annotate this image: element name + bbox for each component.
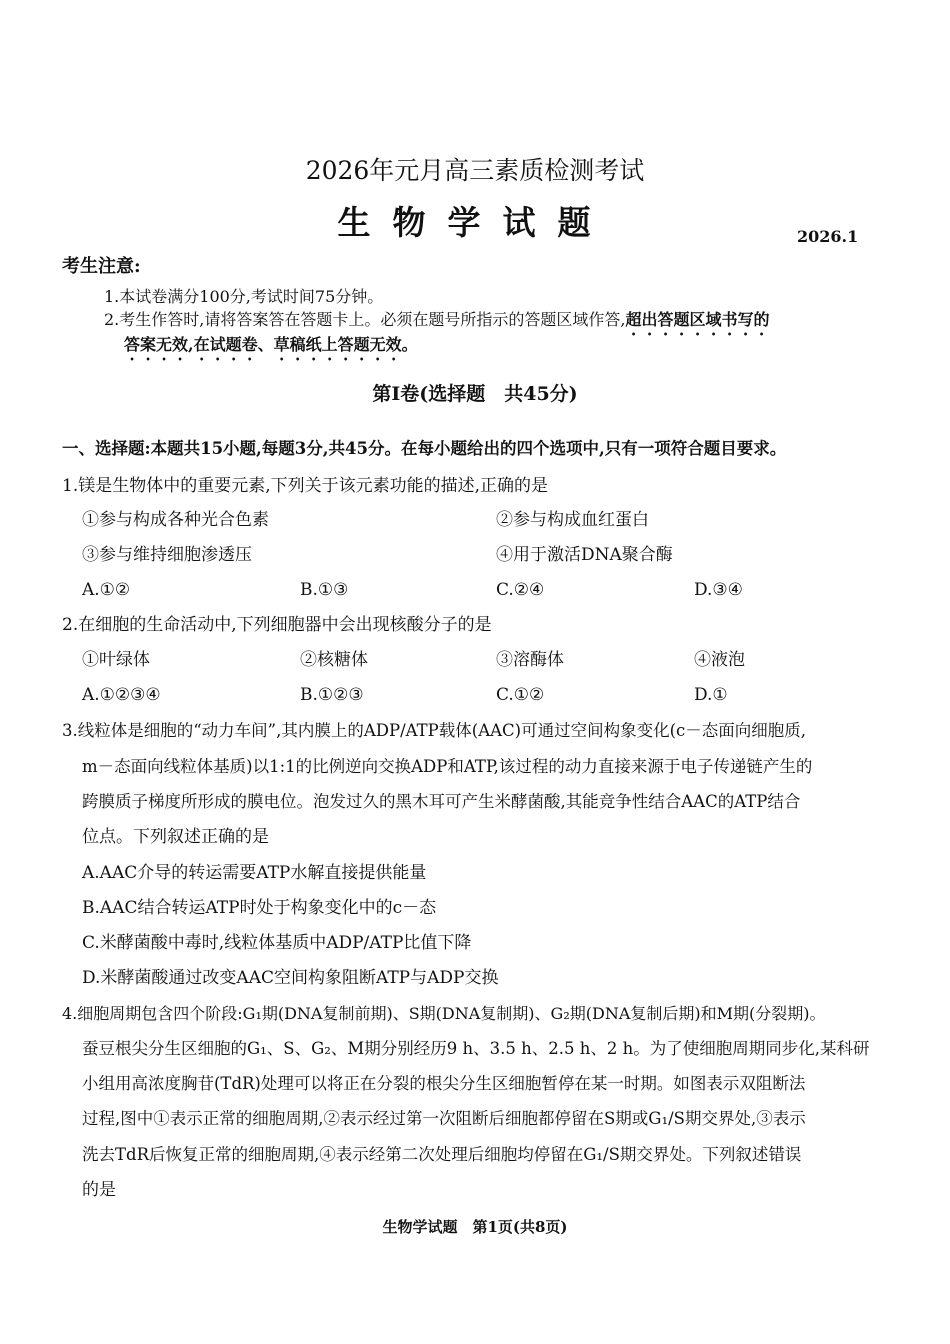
question-4-stem: 4.细胞周期包含四个阶段:G₁期(DNA复制前期)、S期(DNA复制期)、G₂期(DNA复制后期)和M期(分裂期)。 bbox=[62, 1004, 826, 1023]
subject-title: 生物学试题 bbox=[337, 203, 613, 242]
page-footer: 生物学试题 第1页(共8页) bbox=[382, 1218, 568, 1236]
q2-option-a: A.①②③④ bbox=[82, 685, 161, 705]
q1-option-a: A.①② bbox=[82, 580, 131, 600]
q2-option-b: B.①②③ bbox=[300, 685, 364, 705]
q2-option-d: D.① bbox=[694, 685, 728, 705]
notice-item-2-cont bbox=[124, 334, 418, 364]
question-4-stem: 的是 bbox=[82, 1180, 116, 1200]
q3-option-c: C.米酵菌酸中毒时,线粒体基质中ADP/ATP比值下降 bbox=[82, 933, 472, 953]
question-3-stem: 位点。下列叙述正确的是 bbox=[82, 827, 269, 847]
q2-item: ①叶绿体 bbox=[82, 650, 150, 670]
q2-item: ②核糖体 bbox=[300, 650, 368, 670]
q1-item: ④用于激活DNA聚合酶 bbox=[496, 545, 673, 565]
question-2-stem: 2.在细胞的生命活动中,下列细胞器中会出现核酸分子的是 bbox=[62, 615, 492, 635]
q1-item: ③参与维持细胞渗透压 bbox=[82, 545, 252, 565]
q3-option-b: B.AAC结合转运ATP时处于构象变化中的c－态 bbox=[82, 898, 437, 918]
question-3-stem: 跨膜质子梯度所形成的膜电位。泡发过久的黑木耳可产生米酵菌酸,其能竞争性结合AAC的ATP结合 bbox=[82, 792, 801, 811]
q1-option-c: C.②④ bbox=[496, 580, 545, 600]
q2-item: ④液泡 bbox=[694, 650, 745, 670]
section-instruction: 一、选择题:本题共15小题,每题3分,共45分。在每小题给出的四个选项中,只有一项符合题目要求。 bbox=[62, 439, 787, 458]
notice-heading: 考生注意: bbox=[62, 256, 141, 277]
question-1-stem: 1.镁是生物体中的重要元素,下列关于该元素功能的描述,正确的是 bbox=[62, 476, 549, 496]
q1-option-b: B.①③ bbox=[300, 580, 349, 600]
exam-title: 2026年元月高三素质检测考试 bbox=[305, 156, 645, 185]
notice-item-2-emphasis-2: 答案无效,在试题卷、草稿纸上答题无效 bbox=[124, 335, 402, 354]
exam-date: 2026.1 bbox=[797, 227, 859, 246]
q3-option-a: A.AAC介导的转运需要ATP水解直接提供能量 bbox=[82, 863, 427, 883]
notice-item-1: 1.本试卷满分100分,考试时间75分钟。 bbox=[104, 287, 384, 306]
notice-item-2-emphasis-1: 超出答题区域书写的 bbox=[625, 310, 770, 329]
question-4-stem: 小组用高浓度胸苷(TdR)处理可以将正在分裂的根尖分生区细胞暂停在某一时期。如图表示双阻断法 bbox=[82, 1074, 806, 1093]
q1-item: ②参与构成血红蛋白 bbox=[496, 510, 649, 530]
section-title: 第Ⅰ卷(选择题 共45分) bbox=[372, 383, 578, 405]
question-4-stem: 过程,图中①表示正常的细胞周期,②表示经过第一次阻断后细胞都停留在S期或G₁/S期交界处,③表示 bbox=[82, 1109, 806, 1128]
q2-item: ③溶酶体 bbox=[496, 650, 564, 670]
q1-item: ①参与构成各种光合色素 bbox=[82, 510, 269, 530]
notice-item-2-end: 。 bbox=[401, 335, 418, 354]
question-4-stem: 蚕豆根尖分生区细胞的G₁、S、G₂、M期分别经历9 h、3.5 h、2.5 h、2 h。为了使细胞周期同步化,某科研 bbox=[82, 1039, 870, 1058]
question-3-stem: 3.线粒体是细胞的“动力车间”,其内膜上的ADP/ATP载体(AAC)可通过空间构象变化(c－态面向细胞质, bbox=[62, 721, 807, 740]
q1-option-d: D.③④ bbox=[694, 580, 743, 600]
question-4-stem: 洗去TdR后恢复正常的细胞周期,④表示经第二次处理后细胞均停留在G₁/S期交界处。下列叙述错误 bbox=[82, 1145, 802, 1164]
q3-option-d: D.米酵菌酸通过改变AAC空间构象阻断ATP与ADP交换 bbox=[82, 968, 499, 988]
question-3-stem: m－态面向线粒体基质)以1:1的比例逆向交换ADP和ATP,该过程的动力直接来源于电子传递链产生的 bbox=[82, 757, 813, 776]
q2-option-c: C.①② bbox=[496, 685, 545, 705]
notice-item-2-text: 2.考生作答时,请将答案答在答题卡上。必须在题号所指示的答题区域作答, bbox=[104, 310, 626, 329]
